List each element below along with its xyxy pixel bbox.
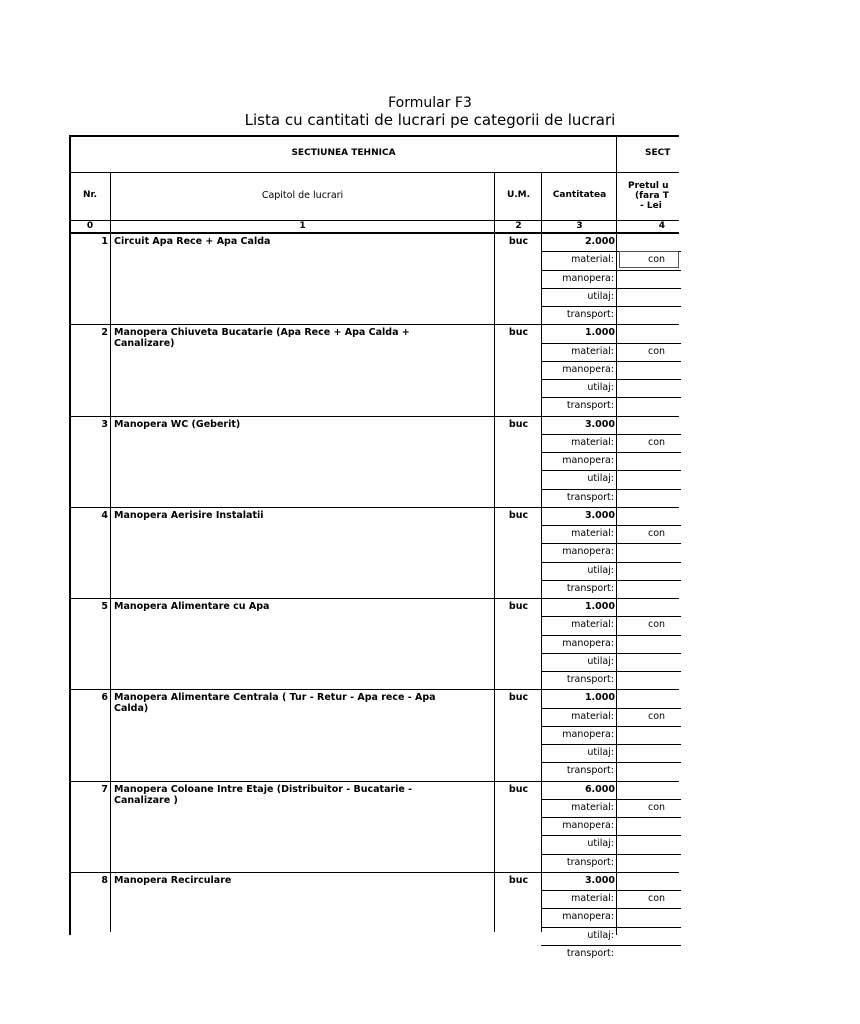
table-top-border xyxy=(69,135,679,137)
col-nr-right-border xyxy=(110,172,111,932)
subrow-label: transport: xyxy=(566,857,614,868)
subrow-separator xyxy=(541,835,681,836)
item-nr: 8 xyxy=(101,874,108,886)
subrow-separator xyxy=(541,270,681,271)
subrow-separator xyxy=(541,397,681,398)
subrow-label: material: xyxy=(571,437,614,448)
subrow-label: manopera: xyxy=(562,546,614,557)
subrow-separator xyxy=(541,908,681,909)
subrow-label: material: xyxy=(571,619,614,630)
subrow-label: transport: xyxy=(566,400,614,411)
col-capitol-right-border xyxy=(494,172,495,932)
subrow-label: manopera: xyxy=(562,729,614,740)
item-name: Manopera Alimentare cu Apa xyxy=(114,601,270,612)
index-4: 4 xyxy=(658,221,665,231)
subrow-label: utilaj: xyxy=(587,382,614,393)
item-qty: 3.000 xyxy=(584,418,615,430)
subrow-label: transport: xyxy=(566,765,614,776)
subrow-label: manopera: xyxy=(562,638,614,649)
subrow-label: material: xyxy=(571,893,614,904)
subrow-separator xyxy=(541,470,681,471)
subrow-separator xyxy=(541,616,681,617)
subrow-label: transport: xyxy=(566,948,614,959)
subrow-separator xyxy=(541,543,681,544)
subrow-separator xyxy=(541,580,681,581)
section-fin-header: SECT xyxy=(645,148,671,158)
item-um: buc xyxy=(508,783,529,795)
subrow-label: manopera: xyxy=(562,455,614,466)
material-price: con xyxy=(648,802,666,813)
subrow-label: manopera: xyxy=(562,820,614,831)
subrow-label: transport: xyxy=(566,492,614,503)
item-um: buc xyxy=(508,327,529,339)
form-title: Formular F3 xyxy=(388,95,472,111)
material-price: con xyxy=(648,254,666,265)
subrow-label: material: xyxy=(571,254,614,265)
item-qty: 1.000 xyxy=(584,692,615,704)
subrow-separator xyxy=(541,890,681,891)
item-name: Manopera Recirculare xyxy=(114,874,232,886)
subrow-label: material: xyxy=(571,528,614,539)
subrow-label: utilaj: xyxy=(587,930,614,941)
material-price: con xyxy=(648,346,666,357)
header-divider-2 xyxy=(69,220,679,221)
subrow-separator xyxy=(541,799,681,800)
item-name-cont: Canalizare) xyxy=(114,338,175,350)
col-price-header-l1: Pretul u xyxy=(628,181,669,191)
item-nr: 3 xyxy=(101,418,108,430)
item-qty: 3.000 xyxy=(584,509,615,521)
item-qty: 6.000 xyxy=(584,783,615,795)
material-price: con xyxy=(648,711,666,722)
item-qty: 3.000 xyxy=(584,874,615,886)
table-left-border xyxy=(69,135,71,935)
row-separator xyxy=(69,233,679,234)
row-separator xyxy=(69,689,679,690)
subrow-separator xyxy=(541,854,681,855)
subrow-separator xyxy=(541,525,681,526)
subrow-label: utilaj: xyxy=(587,747,614,758)
col-capitol-header: Capitol de lucrari xyxy=(261,190,344,201)
item-name: Manopera Alimentare Centrala ( Tur - Retur - Apa rece - Apa xyxy=(114,692,436,704)
item-um: buc xyxy=(508,692,529,704)
material-price: con xyxy=(648,528,666,539)
item-qty: 2.000 xyxy=(584,236,615,247)
subrow-label: transport: xyxy=(566,583,614,594)
subrow-separator xyxy=(541,762,681,763)
subrow-separator xyxy=(541,744,681,745)
item-nr: 2 xyxy=(101,327,108,339)
subrow-separator xyxy=(541,635,681,636)
item-qty: 1.000 xyxy=(584,327,615,339)
subrow-separator xyxy=(541,708,681,709)
item-um: buc xyxy=(508,236,529,247)
subrow-label: utilaj: xyxy=(587,656,614,667)
item-nr: 1 xyxy=(101,236,108,247)
subrow-separator xyxy=(541,288,681,289)
item-name-cont: Canalizare ) xyxy=(114,794,178,806)
row-separator xyxy=(69,324,679,325)
subrow-label: utilaj: xyxy=(587,291,614,302)
subrow-separator xyxy=(541,817,681,818)
row-separator xyxy=(69,416,679,417)
item-name: Circuit Apa Rece + Apa Calda xyxy=(114,236,271,247)
item-nr: 7 xyxy=(101,783,108,795)
col-nr-header: Nr. xyxy=(82,190,98,200)
subrow-label: material: xyxy=(571,346,614,357)
subrow-separator xyxy=(541,671,681,672)
subrow-separator xyxy=(541,653,681,654)
item-name: Manopera Aerisire Instalatii xyxy=(114,509,264,521)
item-nr: 5 xyxy=(101,601,108,612)
index-3: 3 xyxy=(576,221,583,231)
row-separator xyxy=(69,598,679,599)
subrow-label: material: xyxy=(571,802,614,813)
row-separator xyxy=(69,781,679,782)
item-name: Manopera Coloane Intre Etaje (Distribuitor - Bucatarie - xyxy=(114,783,413,795)
subrow-label: manopera: xyxy=(562,364,614,375)
form-subtitle: Lista cu cantitati de lucrari pe categorii de lucrari xyxy=(244,111,616,129)
selected-price-cell[interactable] xyxy=(619,251,679,268)
index-0: 0 xyxy=(86,221,94,231)
row-separator xyxy=(69,507,679,508)
col-cant-header: Cantitatea xyxy=(552,190,607,200)
row-separator xyxy=(69,872,679,873)
subrow-label: utilaj: xyxy=(587,838,614,849)
subrow-separator xyxy=(541,945,681,946)
subrow-separator xyxy=(541,489,681,490)
subrow-label: utilaj: xyxy=(587,473,614,484)
subrow-separator xyxy=(541,361,681,362)
subrow-separator xyxy=(541,927,681,928)
item-um: buc xyxy=(508,418,529,430)
subrow-separator xyxy=(541,562,681,563)
section-split-border xyxy=(616,135,617,935)
item-nr: 4 xyxy=(101,509,108,521)
item-um: buc xyxy=(508,601,529,612)
subrow-separator xyxy=(541,379,681,380)
section-tech-header: SECTIUNEA TEHNICA xyxy=(291,148,396,158)
item-name: Manopera WC (Geberit) xyxy=(114,418,241,430)
item-um: buc xyxy=(508,509,529,521)
item-um: buc xyxy=(508,874,529,886)
material-price: con xyxy=(648,437,666,448)
col-um-header: U.M. xyxy=(506,190,531,200)
subrow-separator xyxy=(541,434,681,435)
material-price: con xyxy=(648,619,666,630)
subrow-label: transport: xyxy=(566,674,614,685)
subrow-label: material: xyxy=(571,711,614,722)
col-price-header-l2: (fara T xyxy=(635,191,669,201)
subrow-separator xyxy=(541,726,681,727)
col-price-header-l3: - Lei xyxy=(640,201,662,211)
subrow-separator xyxy=(541,343,681,344)
subrow-label: utilaj: xyxy=(587,565,614,576)
header-divider-1 xyxy=(69,172,679,173)
subrow-separator xyxy=(541,306,681,307)
subrow-label: transport: xyxy=(566,309,614,320)
subrow-separator xyxy=(541,452,681,453)
index-1: 1 xyxy=(299,221,306,231)
index-2: 2 xyxy=(515,221,522,231)
item-nr: 6 xyxy=(101,692,108,704)
item-name-cont: Calda) xyxy=(114,703,149,715)
subrow-label: manopera: xyxy=(562,911,614,922)
material-price: con xyxy=(648,893,666,904)
item-qty: 1.000 xyxy=(584,601,615,612)
item-name: Manopera Chiuveta Bucatarie (Apa Rece + Apa Calda + xyxy=(114,327,410,339)
subrow-label: manopera: xyxy=(562,273,614,284)
